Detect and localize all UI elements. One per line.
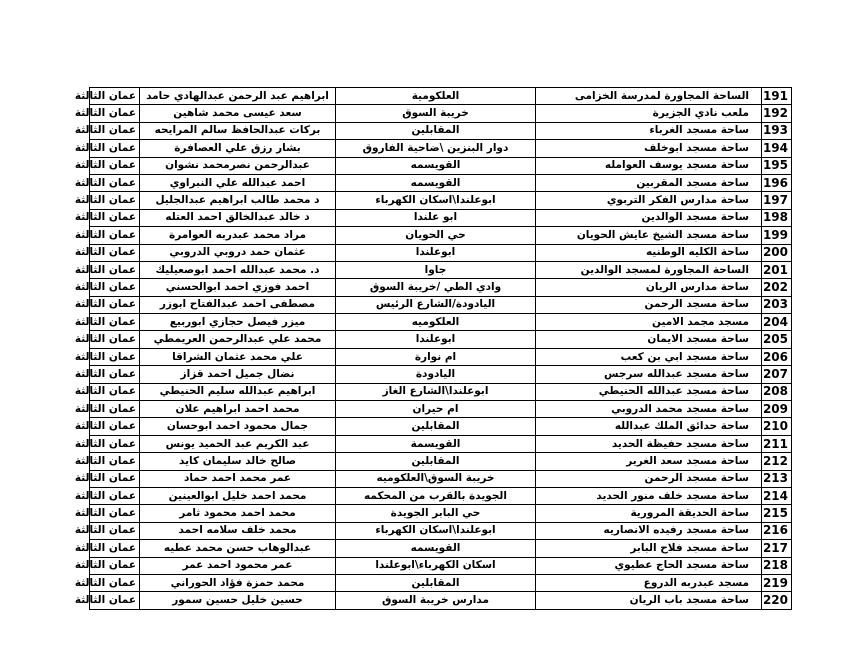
area-cell: ابوعلندا\الشارع الغاز xyxy=(336,383,536,400)
location-cell: ساحة الكليه الوطنيه xyxy=(536,244,762,261)
row-number-cell: 200 xyxy=(762,244,792,261)
area-cell: القويسمة xyxy=(336,435,536,452)
table-row xyxy=(90,435,792,452)
person-name-cell: ميزر فيصل حجازي ابوربيع xyxy=(140,314,336,331)
region-cell: عمان الثالثة xyxy=(90,244,140,261)
table-row xyxy=(90,366,792,383)
area-cell: خريبة السوق\العلكوميه xyxy=(336,470,536,487)
area-cell: العلكوميه xyxy=(336,314,536,331)
row-number-cell: 220 xyxy=(762,592,792,609)
table-row xyxy=(90,348,792,365)
area-cell: اليادودة xyxy=(336,366,536,383)
row-number-cell: 209 xyxy=(762,401,792,418)
location-cell: ساحة الحديقة المرورية xyxy=(536,505,762,522)
area-cell: المقابلين xyxy=(336,574,536,591)
location-cell: ساحة مسجد الشيخ عايش الحويان xyxy=(536,227,762,244)
location-cell: ساحة مسجد خلف منور الحديد xyxy=(536,487,762,504)
location-cell: ساحة مسجد ابوخلف xyxy=(536,140,762,157)
region-cell: عمان الثالثة xyxy=(90,505,140,522)
region-cell: عمان الثالثة xyxy=(90,574,140,591)
table-row xyxy=(90,505,792,522)
person-name-cell: عبد الكريم عبد الحميد يونس xyxy=(140,435,336,452)
table-row xyxy=(90,174,792,191)
table-row xyxy=(90,487,792,504)
location-cell: ساحة مسجد سعد الغرير xyxy=(536,453,762,470)
person-name-cell: عبدالوهاب حسن محمد عطيه xyxy=(140,540,336,557)
person-name-cell: مراد محمد عبدربه العوامرة xyxy=(140,227,336,244)
area-cell: دوار البنزين \ضاحية الفاروق xyxy=(336,140,536,157)
location-cell: ساحة مدارس الريان xyxy=(536,279,762,296)
person-name-cell: محمد احمد محمود ثامر xyxy=(140,505,336,522)
table-row xyxy=(90,314,792,331)
area-cell: القويسمه xyxy=(336,174,536,191)
row-number-cell: 214 xyxy=(762,487,792,504)
area-cell: ابو علندا xyxy=(336,209,536,226)
location-cell: ساحة مسجد رفيده الانصاريه xyxy=(536,522,762,539)
location-cell: ساحة مسجد عبدالله سرجس xyxy=(536,366,762,383)
area-cell: اسكان الكهرباء\ابوعلندا xyxy=(336,557,536,574)
area-cell: ام نوارة xyxy=(336,348,536,365)
area-cell: مدارس خريبة السوق xyxy=(336,592,536,609)
row-number-cell: 208 xyxy=(762,383,792,400)
region-cell: عمان الثالثة xyxy=(90,88,140,105)
person-name-cell: محمد احمد ابراهيم علان xyxy=(140,401,336,418)
row-number-cell: 211 xyxy=(762,435,792,452)
person-name-cell: حسين خليل حسين سمور xyxy=(140,592,336,609)
area-cell: ابوعلندا\اسكان الكهرباء xyxy=(336,192,536,209)
table-row xyxy=(90,261,792,278)
location-cell: ساحة مسجد باب الريان xyxy=(536,592,762,609)
person-name-cell: د خالد عبدالخالق احمد العتله xyxy=(140,209,336,226)
person-name-cell: علي محمد عثمان الشراقا xyxy=(140,348,336,365)
row-number-cell: 217 xyxy=(762,540,792,557)
table-row xyxy=(90,296,792,313)
location-cell: مسجد عبدربه الدروع xyxy=(536,574,762,591)
region-cell: عمان الثالثة xyxy=(90,522,140,539)
row-number-cell: 216 xyxy=(762,522,792,539)
table-row xyxy=(90,557,792,574)
person-name-cell: جمال محمود احمد ابوحسان xyxy=(140,418,336,435)
row-number-cell: 203 xyxy=(762,296,792,313)
row-number-cell: 215 xyxy=(762,505,792,522)
row-number-cell: 205 xyxy=(762,331,792,348)
row-number-cell: 202 xyxy=(762,279,792,296)
location-cell: ملعب نادي الجزيرة xyxy=(536,105,762,122)
location-cell: الساحة المجاورة لمدرسة الخزامى xyxy=(536,88,762,105)
table-row xyxy=(90,157,792,174)
person-name-cell: احمد فوزي احمد ابوالحسني xyxy=(140,279,336,296)
location-cell: ساحة مسجد فلاح البابر xyxy=(536,540,762,557)
row-number-cell: 193 xyxy=(762,122,792,139)
table-row xyxy=(90,140,792,157)
area-cell: العلكومية xyxy=(336,88,536,105)
table-row xyxy=(90,122,792,139)
region-cell: عمان الثالثة xyxy=(90,487,140,504)
location-cell: الساحة المجاورة لمسجد الوالدين xyxy=(536,261,762,278)
region-cell: عمان الثالثة xyxy=(90,435,140,452)
region-cell: عمان الثالثة xyxy=(90,279,140,296)
location-cell: ساحة مسجد الحاج عطيوي xyxy=(536,557,762,574)
region-cell: عمان الثالثة xyxy=(90,557,140,574)
row-number-cell: 210 xyxy=(762,418,792,435)
person-name-cell: نضال جميل احمد قزاز xyxy=(140,366,336,383)
person-name-cell: احمد عبدالله علي النبراوي xyxy=(140,174,336,191)
row-number-cell: 212 xyxy=(762,453,792,470)
region-cell: عمان الثالثة xyxy=(90,105,140,122)
locations-table xyxy=(74,87,792,610)
area-cell: وادي الطي /خريبة السوق xyxy=(336,279,536,296)
person-name-cell: مصطفى احمد عبدالفتاح ابوزر xyxy=(140,296,336,313)
region-cell: عمان الثالثة xyxy=(90,366,140,383)
region-cell: عمان الثالثة xyxy=(90,122,140,139)
region-cell: عمان الثالثة xyxy=(90,401,140,418)
location-cell: ساحة مسجد المقربين xyxy=(536,174,762,191)
row-number-cell: 192 xyxy=(762,105,792,122)
row-number-cell: 198 xyxy=(762,209,792,226)
table-row xyxy=(90,244,792,261)
area-cell: المقابلين xyxy=(336,418,536,435)
table-row xyxy=(90,574,792,591)
person-name-cell: بركات عبدالحافظ سالم المرايحه xyxy=(140,122,336,139)
row-number-cell: 201 xyxy=(762,261,792,278)
location-cell: ساحة مسجد عبدالله الحنيطي xyxy=(536,383,762,400)
area-cell: خريبة السوق xyxy=(336,105,536,122)
location-cell: ساحة مسجد محمد الدروبي xyxy=(536,401,762,418)
person-name-cell: محمد احمد خليل ابوالعينين xyxy=(140,487,336,504)
person-name-cell: عمر محمد احمد حماد xyxy=(140,470,336,487)
document-page xyxy=(74,87,791,610)
row-number-cell: 219 xyxy=(762,574,792,591)
region-cell: عمان الثالثة xyxy=(90,383,140,400)
person-name-cell: عبدالرحمن نصرمحمد نشوان xyxy=(140,157,336,174)
table-row xyxy=(90,470,792,487)
person-name-cell: ابراهيم عبدالله سليم الحنيطي xyxy=(140,383,336,400)
table-row xyxy=(90,209,792,226)
region-cell: عمان الثالثة xyxy=(90,227,140,244)
area-cell: ام حيران xyxy=(336,401,536,418)
region-cell: عمان الثالثة xyxy=(90,453,140,470)
person-name-cell: عمر محمود احمد عمر xyxy=(140,557,336,574)
area-cell: ابوعلندا xyxy=(336,331,536,348)
area-cell: القويسمه xyxy=(336,540,536,557)
area-cell: جاوا xyxy=(336,261,536,278)
table-body xyxy=(74,88,792,610)
area-cell: الجويدة بالقرب من المحكمه xyxy=(336,487,536,504)
location-cell: ساحة مدارس الفكر التربوي xyxy=(536,192,762,209)
table-row xyxy=(90,105,792,122)
region-cell: عمان الثالثة xyxy=(90,157,140,174)
region-cell: عمان الثالثة xyxy=(90,261,140,278)
location-cell: ساحة مسجد ابي بن كعب xyxy=(536,348,762,365)
region-cell: عمان الثالثة xyxy=(90,348,140,365)
region-cell: عمان الثالثة xyxy=(90,174,140,191)
region-cell: عمان الثالثة xyxy=(90,140,140,157)
region-cell: عمان الثالثة xyxy=(90,470,140,487)
person-name-cell: سعد عيسى محمد شاهين xyxy=(140,105,336,122)
row-number-cell: 195 xyxy=(762,157,792,174)
location-cell: ساحة مسجد الرحمن xyxy=(536,470,762,487)
location-cell: مسجد مجمد الامين xyxy=(536,314,762,331)
area-cell: ابوعلندا xyxy=(336,244,536,261)
region-cell: عمان الثالثة xyxy=(90,331,140,348)
location-cell: ساحة مسجد الغرباء xyxy=(536,122,762,139)
row-number-cell: 194 xyxy=(762,140,792,157)
person-name-cell: د محمد طالب ابراهيم عبدالجليل xyxy=(140,192,336,209)
row-number-cell: 207 xyxy=(762,366,792,383)
table-row xyxy=(90,88,792,105)
area-cell: اليادودة/الشارع الرئيس xyxy=(336,296,536,313)
area-cell: المقابلين xyxy=(336,453,536,470)
area-cell: ابوعلندا\اسكان الكهرباء xyxy=(336,522,536,539)
table-row xyxy=(90,227,792,244)
person-name-cell: محمد علي عبدالرحمن العريمطي xyxy=(140,331,336,348)
person-name-cell: د. محمد عبدالله احمد ابوصعيليك xyxy=(140,261,336,278)
region-cell: عمان الثالثة xyxy=(90,192,140,209)
region-cell: عمان الثالثة xyxy=(90,209,140,226)
row-number-cell: 196 xyxy=(762,174,792,191)
area-cell: القويسمه xyxy=(336,157,536,174)
person-name-cell: ابراهيم عبد الرحمن عبدالهادي حامد xyxy=(140,88,336,105)
table-row xyxy=(90,383,792,400)
location-cell: ساحة مسجد الايمان xyxy=(536,331,762,348)
row-number-cell: 197 xyxy=(762,192,792,209)
region-cell: عمان الثالثة xyxy=(90,418,140,435)
table-row xyxy=(90,540,792,557)
row-number-cell: 204 xyxy=(762,314,792,331)
table-row xyxy=(90,401,792,418)
region-cell: عمان الثالثة xyxy=(90,296,140,313)
region-cell: عمان الثالثة xyxy=(90,592,140,609)
region-cell: عمان الثالثة xyxy=(90,314,140,331)
row-number-cell: 213 xyxy=(762,470,792,487)
person-name-cell: محمد حمزة فؤاد الحوراني xyxy=(140,574,336,591)
row-number-cell: 199 xyxy=(762,227,792,244)
table-row xyxy=(90,331,792,348)
location-cell: ساحة حدائق الملك عبدالله xyxy=(536,418,762,435)
table-row xyxy=(90,418,792,435)
row-number-cell: 191 xyxy=(762,88,792,105)
table-row xyxy=(90,453,792,470)
row-number-cell: 218 xyxy=(762,557,792,574)
table-row xyxy=(90,592,792,609)
location-cell: ساحة مسجد الوالدين xyxy=(536,209,762,226)
table-row xyxy=(90,279,792,296)
person-name-cell: بشار رزق علي العصافرة xyxy=(140,140,336,157)
region-cell: عمان الثالثة xyxy=(90,540,140,557)
person-name-cell: صالح خالد سليمان كايد xyxy=(140,453,336,470)
person-name-cell: عثمان حمد دروبي الدروبي xyxy=(140,244,336,261)
person-name-cell: محمد خلف سلامه احمد xyxy=(140,522,336,539)
location-cell: ساحة مسجد حفيظة الحديد xyxy=(536,435,762,452)
area-cell: حي الحويان xyxy=(336,227,536,244)
location-cell: ساحة مسجد الرحمن xyxy=(536,296,762,313)
row-number-cell: 206 xyxy=(762,348,792,365)
area-cell: المقابلين xyxy=(336,122,536,139)
table-row xyxy=(90,192,792,209)
area-cell: حي البابر الجويدة xyxy=(336,505,536,522)
table-row xyxy=(90,522,792,539)
location-cell: ساحة مسجد يوسف العوامله xyxy=(536,157,762,174)
